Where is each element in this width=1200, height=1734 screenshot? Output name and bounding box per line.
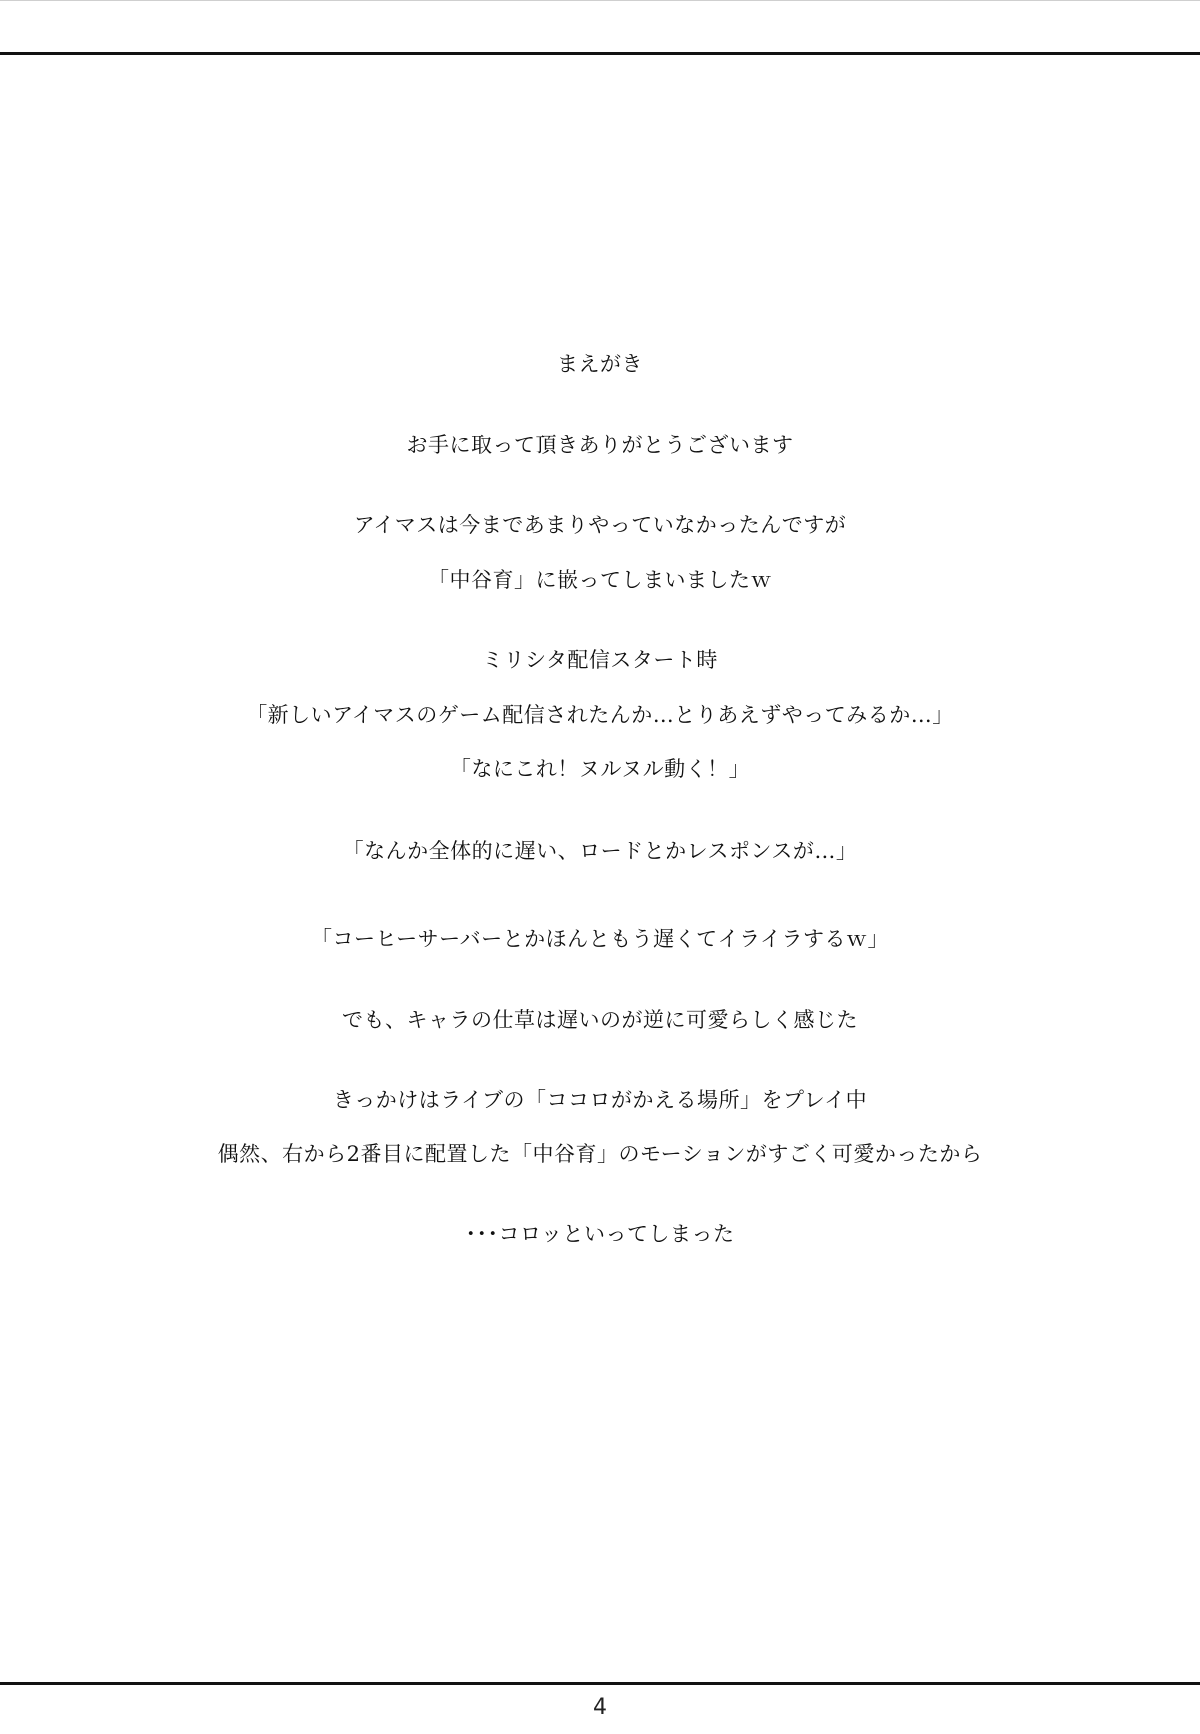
text-line: アイマスは今まであまりやっていなかったんですが bbox=[353, 513, 847, 537]
page-title: まえがき bbox=[557, 352, 643, 376]
scan-edge-line bbox=[0, 0, 1200, 1]
header-rule bbox=[0, 52, 1200, 55]
text-line: でも、キャラの仕草は遅いのが逆に可愛らしく感じた bbox=[342, 1008, 858, 1032]
footer-rule bbox=[0, 1682, 1200, 1685]
text-line: ･･･コロッといってしまった bbox=[465, 1222, 735, 1246]
text-line: 偶然、右から2番目に配置した「中谷育」のモーションがすごく可愛かったから bbox=[217, 1142, 983, 1166]
page-number: 4 bbox=[593, 1695, 607, 1720]
text-line: 「中谷育」に嵌ってしまいましたｗ bbox=[428, 568, 772, 592]
text-line: 「なんか全体的に遅い、ロードとかレスポンスが…」 bbox=[342, 839, 858, 863]
text-line: きっかけはライブの「ココロがかえる場所」をプレイ中 bbox=[332, 1088, 868, 1112]
text-line: 「新しいアイマスのゲーム配信されたんか…とりあえずやってみるか…」 bbox=[246, 703, 954, 727]
text-line: 「なにこれ！ヌルヌル動く！」 bbox=[449, 757, 751, 781]
text-line: ミリシタ配信スタート時 bbox=[482, 648, 718, 672]
text-line: お手に取って頂きありがとうございます bbox=[406, 433, 794, 457]
text-line: 「コーヒーサーバーとかほんともう遅くてイライラするｗ」 bbox=[311, 927, 889, 951]
